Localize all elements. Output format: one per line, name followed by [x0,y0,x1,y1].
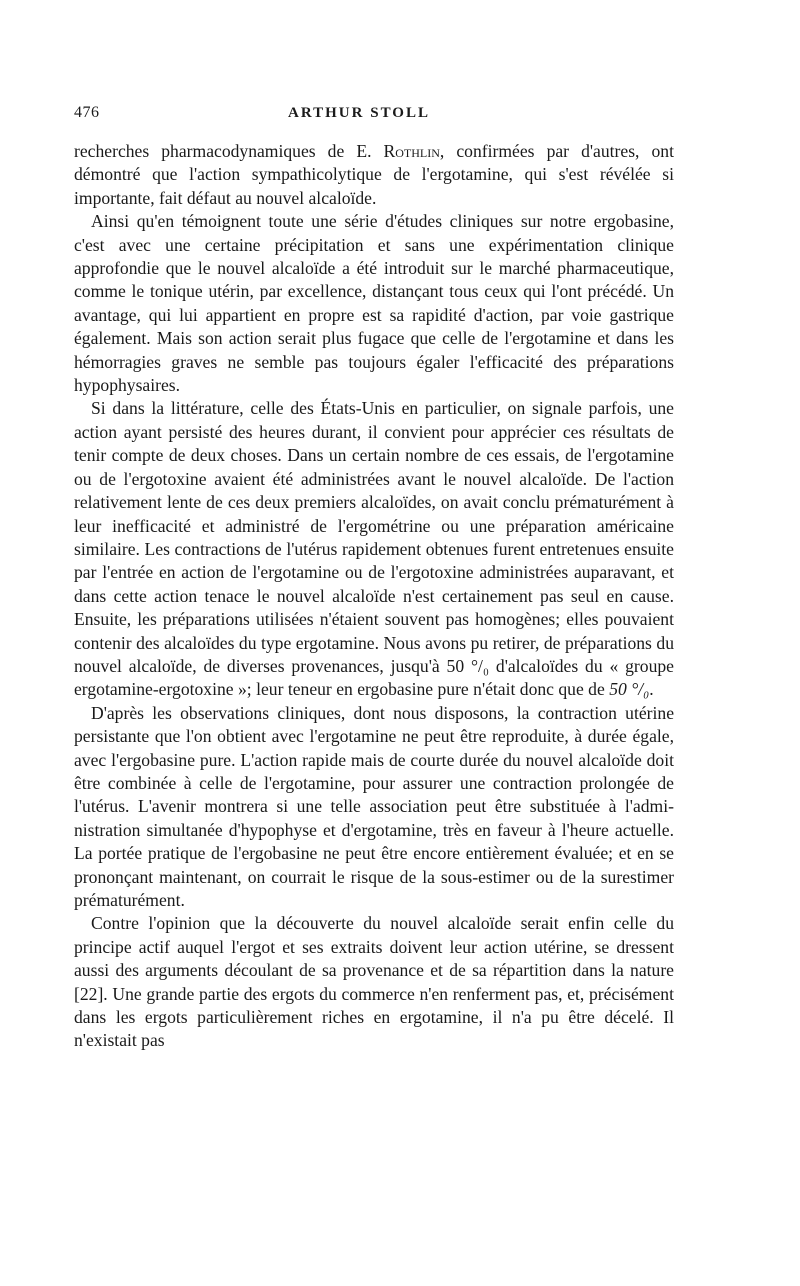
paragraph-2: Ainsi qu'en témoignent toute une série d'études cliniques sur notre ergobasine, c'est avec une certaine précipitation et sans une expérimentation clinique approfondie que le nouvel alcaloïde a été introduit sur le marché pharmaceutique, comme le tonique utérin, par excellence, distançant tous ceux qui l'ont précédé. Un avantage, qui lui appartient en propre est sa rapidité d'action, par voie gastrique également. Mais son action serait plus fugace que celle de l'ergotamine et dans les hémorragies graves ne semble pas toujours égaler l'efficacité des préparations hypophysaires. [74,211,674,396]
paragraph-1 [74,140,674,210]
percentage-italic: 50 °/₀ [609,679,650,700]
paragraph-5: Contre l'opinion que la découverte du nouvel alcaloïde serait enfin celle du principe actif auquel l'ergot et ses extraits doivent leur action utérine, se dressent aussi des arguments découlant de sa provenance et de sa répartition dans la nature [22]. Une grande partie des ergots du commerce n'en renferment pas, et, précisément dans les ergots particulièrement riches en ergotamine, il n'a pu être décelé. Il n'existait pas [74,913,674,1051]
body-text [74,140,674,1053]
running-head: ARTHUR STOLL [288,105,430,121]
paragraph-3-text-b: . [649,679,654,700]
page-header [74,104,674,128]
paragraph-1-text-a: recherches pharmacodynamiques de E. [74,141,384,161]
paragraph-1-text-b: , confirmées par d'autres, ont démontré que l'action sympathicolytique de l'ergotamine, qui s'est révélée si importante, fait défaut au nouvel alcaloïde. [74,141,674,208]
page-number: 476 [74,104,100,121]
paragraph-4: D'après les observations cliniques, dont nous disposons, la contraction utérine persistante que l'on obtient avec l'ergotamine ne peut être reproduite, à durée égale, avec l'ergobasine pure. L'action rapide mais de courte durée du nouvel alcaloïde doit être combinée à celle de l'ergotamine, pour assurer une contraction prolongée de l'utérus. L'avenir montrera si une telle association peut être substituée à l'administration simultanée d'hypophyse et d'ergotamine, très en faveur à l'heure actuelle. La portée pratique de l'ergobasine ne peut être encore entièrement évaluée; et en se prononçant maintenant, on courrait le risque de la sous-estimer ou de la surestimer prématurément. [74,702,674,910]
paragraph-3-text-a: Si dans la littérature, celle des États-Unis en particulier, on signale parfois, une action ayant persisté des heures durant, il convient pour apprécier ces résultats de tenir compte de deux choses. Dans un certain nombre de ces essais, de l'ergotamine ou de l'ergotoxine avaient été administrées avant le nouvel alcaloïde. De l'action relativement lente de ces deux premiers alcaloïdes, on avait conclu prématurément à leur inefficacité et administré de l'ergométrine ou une préparation américaine similaire. Les contractions de l'utérus rapidement obtenues furent entretenues ensuite par l'entrée en action de l'ergotamine ou de l'ergotoxine administrées auparavant, et dans cette action tenace le nouvel alcaloïde n'est certainement pas seul en cause. Ensuite, les préparations utilisées n'étaient souvent pas homogènes; elles pouvaient contenir des alcaloïdes du type ergotamine. Nous avons pu retirer, de préparations du nouvel alcaloïde, de diverses provenances, jusqu'à 50 °/₀ d'alcaloïdes du « groupe ergotamine-ergotoxine »; leur teneur en ergobasine pure n'était donc que de [74,398,674,700]
author-name-rothlin: Rothlin [383,141,440,161]
paragraph-3 [74,397,674,701]
